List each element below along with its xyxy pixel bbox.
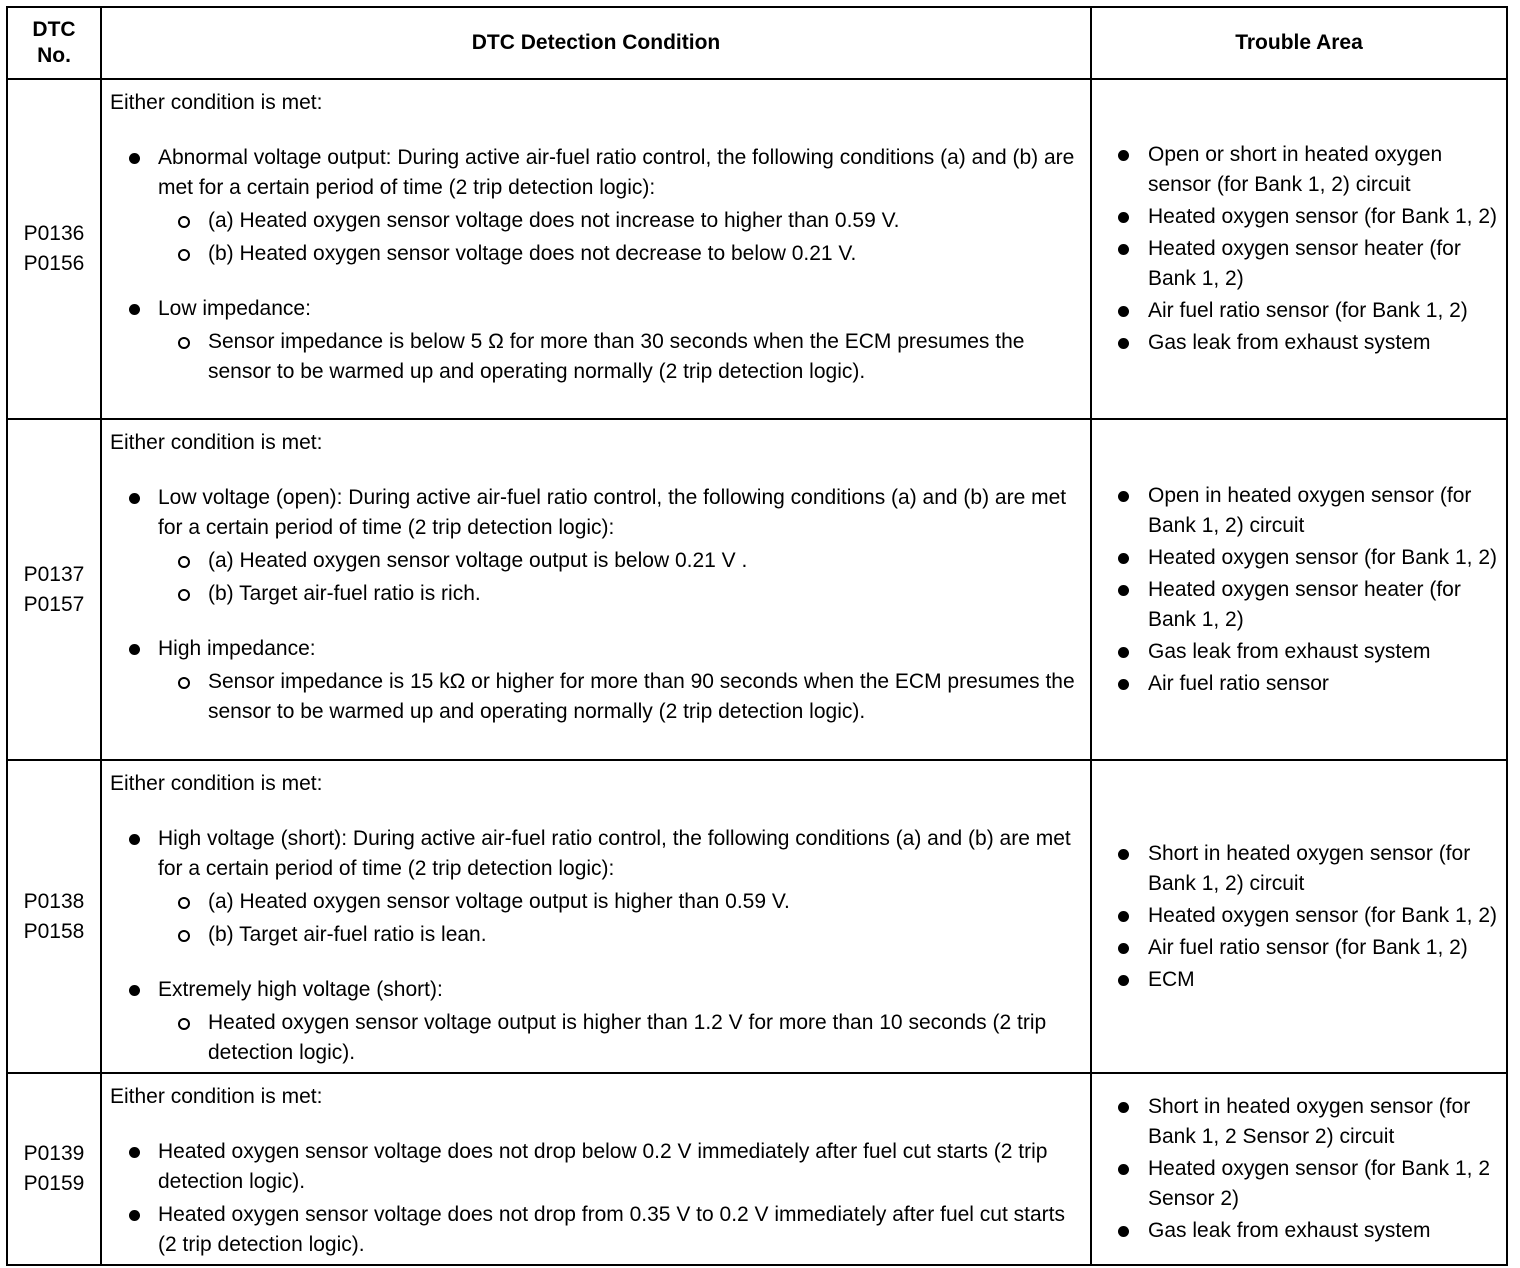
trouble-area-item: Heated oxygen sensor (for Bank 1, 2) [1106,202,1502,232]
trouble-area-item: Short in heated oxygen sensor (for Bank 1, 2) circuit [1106,839,1502,899]
sub-condition-item: (b) Target air-fuel ratio is lean. [158,920,1084,950]
sub-condition-item: (a) Heated oxygen sensor voltage output is higher than 0.59 V. [158,887,1084,917]
condition-text: Abnormal voltage output: During active air-fuel ratio control, the following conditions (a) and (b) are met for a certain period of time (2 trip detection logic): [158,146,1075,199]
header-trouble-area: Trouble Area [1091,7,1507,79]
trouble-area-cell [1091,79,1507,419]
dtc-code: P0156 [23,252,85,275]
condition-intro: Either condition is met: [110,1085,323,1108]
trouble-area-cell [1091,1073,1507,1265]
header-condition: DTC Detection Condition [101,7,1091,79]
trouble-area-item: Open or short in heated oxygen sensor (for Bank 1, 2) circuit [1106,140,1502,200]
trouble-area-item: ECM [1106,965,1502,995]
condition-item [110,975,1084,1068]
condition-item [110,294,1084,387]
condition-item [110,824,1084,950]
table-row [7,760,1507,1073]
sub-condition-item: Sensor impedance is below 5 Ω for more than 30 seconds when the ECM presumes the sensor to be warmed up and operating normally (2 trip detection logic). [158,327,1084,387]
trouble-area-item: Heated oxygen sensor (for Bank 1, 2 Sensor 2) [1106,1154,1502,1214]
trouble-area-item: Air fuel ratio sensor (for Bank 1, 2) [1106,933,1502,963]
condition-cell [101,79,1091,419]
dtc-code: P0157 [23,592,85,616]
dtc-code: P0138 [23,889,85,913]
condition-item [110,143,1084,269]
condition-text: Low impedance: [158,297,311,320]
trouble-area-item: Air fuel ratio sensor [1106,669,1502,699]
trouble-area-item: Heated oxygen sensor heater (for Bank 1, 2) [1106,575,1502,635]
sub-condition-item: (a) Heated oxygen sensor voltage output is below 0.21 V . [158,546,1084,576]
trouble-area-cell [1091,760,1507,1073]
sub-condition-item: Sensor impedance is 15 kΩ or higher for more than 90 seconds when the ECM presumes the sensor to be warmed up and operating normally (2 trip detection logic). [158,667,1084,727]
condition-item [110,634,1084,727]
trouble-area-cell [1091,419,1507,760]
condition-intro: Either condition is met: [110,91,323,114]
condition-cell [101,760,1091,1073]
sub-condition-item: (b) Target air-fuel ratio is rich. [158,579,1084,609]
condition-cell [101,1073,1091,1265]
condition-intro: Either condition is met: [110,772,323,795]
condition-cell [101,419,1091,760]
dtc-cell [7,419,101,760]
dtc-cell [7,760,101,1073]
trouble-area-item: Heated oxygen sensor (for Bank 1, 2) [1106,543,1502,573]
table-row [7,419,1507,760]
trouble-area-item: Heated oxygen sensor (for Bank 1, 2) [1106,901,1502,931]
sub-condition-item: Heated oxygen sensor voltage output is higher than 1.2 V for more than 10 seconds (2 trip detection logic). [158,1008,1084,1068]
sub-condition-item: (b) Heated oxygen sensor voltage does not decrease to below 0.21 V. [158,239,1084,269]
condition-text: Low voltage (open): During active air-fuel ratio control, the following conditions (a) and (b) are met for a certain period of time (2 trip detection logic): [158,486,1067,539]
condition-intro: Either condition is met: [110,431,323,454]
dtc-code: P0139 [23,1142,85,1165]
condition-text: Heated oxygen sensor voltage does not drop below 0.2 V immediately after fuel cut starts (2 trip detection logic). [158,1140,1048,1193]
dtc-table [6,6,1508,1266]
condition-item [110,1200,1084,1260]
dtc-code: P0137 [23,562,85,586]
trouble-area-item: Heated oxygen sensor heater (for Bank 1, 2) [1106,234,1502,294]
condition-item [110,483,1084,609]
table-row [7,79,1507,419]
header-dtc-no: DTC No. [7,7,101,79]
dtc-cell [7,79,101,419]
condition-text: High voltage (short): During active air-fuel ratio control, the following conditions (a) and (b) are met for a certain period of time (2 trip detection logic): [158,827,1071,880]
trouble-area-item: Short in heated oxygen sensor (for Bank 1, 2 Sensor 2) circuit [1106,1092,1502,1152]
trouble-area-item: Gas leak from exhaust system [1106,637,1502,667]
trouble-area-item: Air fuel ratio sensor (for Bank 1, 2) [1106,296,1502,326]
condition-text: High impedance: [158,637,316,660]
dtc-code: P0136 [23,222,85,245]
trouble-area-item: Gas leak from exhaust system [1106,1216,1502,1246]
sub-condition-item: (a) Heated oxygen sensor voltage does not increase to higher than 0.59 V. [158,206,1084,236]
table-row [7,1073,1507,1265]
trouble-area-item: Open in heated oxygen sensor (for Bank 1, 2) circuit [1106,481,1502,541]
dtc-code: P0158 [23,919,85,943]
condition-text: Extremely high voltage (short): [158,978,443,1001]
dtc-cell [7,1073,101,1265]
trouble-area-item: Gas leak from exhaust system [1106,328,1502,358]
dtc-code: P0159 [23,1172,85,1195]
header-row [7,7,1507,79]
condition-text: Heated oxygen sensor voltage does not drop from 0.35 V to 0.2 V immediately after fuel cut starts (2 trip detection logic). [158,1203,1065,1256]
condition-item [110,1137,1084,1197]
